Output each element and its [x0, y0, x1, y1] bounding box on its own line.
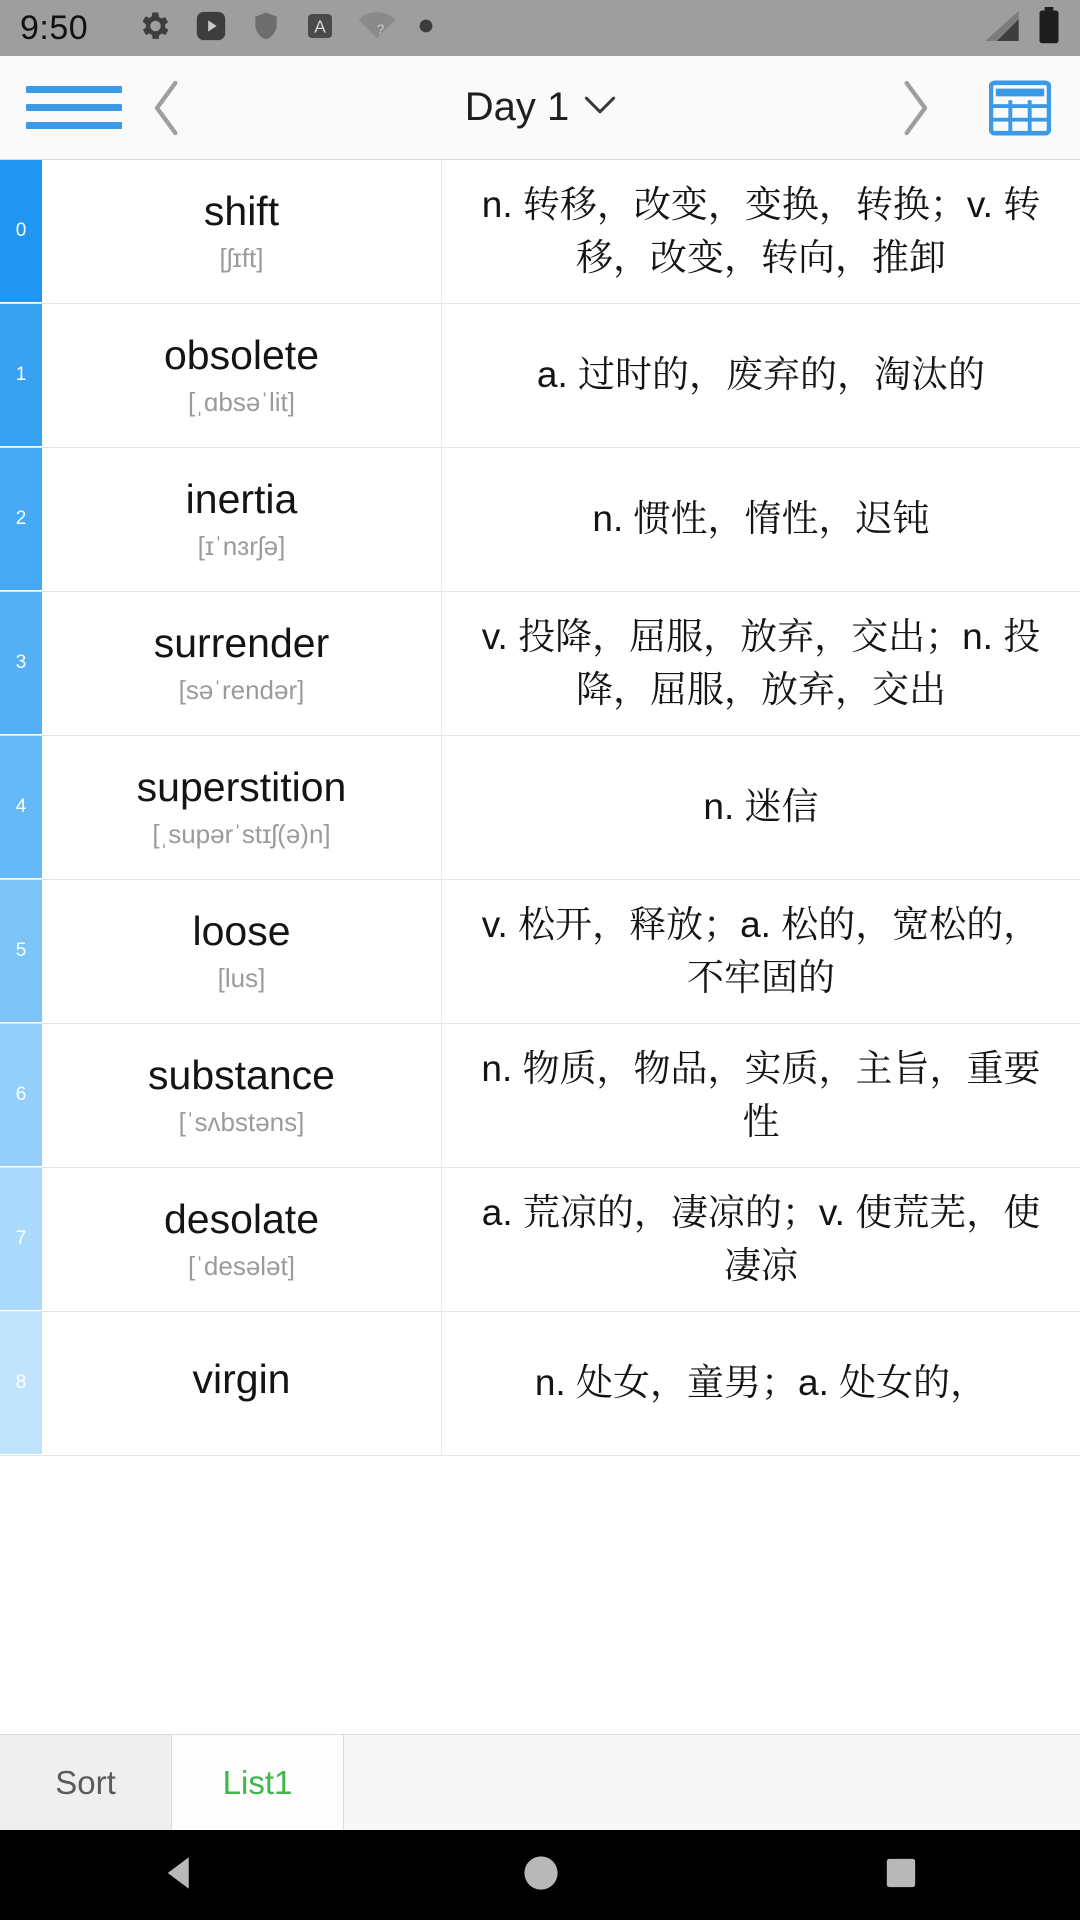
gear-icon	[136, 8, 172, 49]
phonetic-text: [ʃɪft]	[219, 242, 264, 273]
definition-cell[interactable]: n. 惯性，惰性，迟钝	[592, 498, 930, 540]
definition-cell[interactable]: n. 处女，童男；a. 处女的，	[534, 1362, 988, 1404]
phonetic-text: [lus]	[217, 962, 266, 993]
tab-list1[interactable]: List1	[172, 1735, 344, 1830]
table-row[interactable]	[0, 1024, 1080, 1168]
dot-icon	[418, 18, 434, 39]
word-cell[interactable]	[42, 1168, 442, 1311]
word-text: shift	[203, 188, 280, 235]
phonetic-text: [ˈsʌbstəns]	[178, 1106, 305, 1137]
row-index: 8	[0, 1312, 42, 1455]
definition-cell[interactable]: n. 物质，物品，实质，主旨，重要性	[481, 1047, 1041, 1142]
table-row[interactable]	[0, 880, 1080, 1024]
row-index: 3	[0, 592, 42, 735]
row-index: 2	[0, 448, 42, 591]
hamburger-icon[interactable]	[26, 86, 122, 129]
word-list[interactable]	[0, 160, 1080, 1920]
word-cell[interactable]	[42, 880, 442, 1023]
definition-cell[interactable]: v. 松开，释放；a. 松的，宽松的，不牢固的	[481, 903, 1041, 998]
bottom-tab-bar	[0, 1734, 1080, 1830]
word-cell[interactable]	[42, 1024, 442, 1167]
tab-bar-filler	[344, 1735, 1080, 1830]
phonetic-text: [ɪˈnɜrʃə]	[197, 530, 286, 561]
definition-cell[interactable]: n. 迷信	[703, 786, 819, 828]
word-text: inertia	[185, 476, 298, 523]
row-index: 1	[0, 304, 42, 447]
phonetic-text: [səˈrendər]	[178, 674, 305, 705]
signal-icon	[982, 9, 1022, 48]
definition-cell[interactable]: v. 投降，屈服，放弃，交出；n. 投降，屈服，放弃，交出	[481, 615, 1041, 710]
word-text: desolate	[163, 1196, 319, 1243]
word-text: surrender	[153, 620, 330, 667]
triangle-back-icon[interactable]	[159, 1852, 201, 1899]
tab-sort[interactable]: Sort	[0, 1735, 172, 1830]
row-index: 6	[0, 1024, 42, 1167]
word-text: substance	[148, 1052, 335, 1099]
play-circle-icon	[194, 9, 228, 48]
phonetic-text: [ˈdesələt]	[188, 1250, 295, 1281]
definition-cell[interactable]: n. 转移，改变，变换，转换；v. 转移，改变，转向，推卸	[481, 183, 1041, 278]
definition-cell[interactable]: a. 过时的，废弃的，淘汰的	[536, 354, 986, 396]
word-cell[interactable]	[42, 304, 442, 447]
status-bar	[0, 0, 1080, 56]
row-index: 7	[0, 1168, 42, 1311]
phonetic-text: [ˌsupərˈstɪʃ(ə)n]	[152, 818, 331, 849]
phonetic-text: [ˌɑbsəˈlit]	[188, 386, 295, 417]
row-index: 5	[0, 880, 42, 1023]
chevron-left-icon[interactable]	[122, 78, 212, 138]
circle-home-icon[interactable]	[520, 1852, 562, 1899]
table-row[interactable]	[0, 160, 1080, 304]
app-a-icon	[304, 10, 336, 47]
svg-text:?: ?	[377, 20, 385, 36]
chevron-down-icon[interactable]	[583, 94, 617, 121]
row-index: 0	[0, 160, 42, 303]
page-title: Day 1	[464, 85, 570, 129]
table-row[interactable]	[0, 1312, 1080, 1456]
android-nav-bar	[0, 1830, 1080, 1920]
day-selector[interactable]	[212, 85, 870, 130]
battery-icon	[1038, 7, 1060, 50]
word-cell[interactable]	[42, 736, 442, 879]
table-row[interactable]	[0, 448, 1080, 592]
chevron-right-icon[interactable]	[870, 78, 960, 138]
row-index: 4	[0, 736, 42, 879]
app-toolbar	[0, 56, 1080, 160]
word-cell[interactable]	[42, 448, 442, 591]
table-row[interactable]	[0, 736, 1080, 880]
word-text: obsolete	[163, 332, 319, 379]
shield-icon	[250, 9, 282, 48]
word-text: loose	[192, 908, 291, 955]
status-bar-left	[20, 8, 982, 49]
status-clock: 9:50	[20, 8, 89, 47]
table-row[interactable]	[0, 304, 1080, 448]
word-cell[interactable]	[42, 1312, 442, 1455]
definition-cell[interactable]: a. 荒凉的，凄凉的；v. 使荒芜，使凄凉	[481, 1191, 1041, 1286]
word-cell[interactable]	[42, 160, 442, 303]
table-row[interactable]	[0, 1168, 1080, 1312]
word-cell[interactable]	[42, 592, 442, 735]
square-recents-icon[interactable]	[881, 1853, 921, 1898]
status-bar-right	[982, 7, 1060, 50]
list-view-icon[interactable]	[960, 80, 1080, 136]
word-text: virgin	[192, 1355, 291, 1402]
table-row[interactable]	[0, 592, 1080, 736]
wifi-question-icon	[358, 10, 396, 47]
word-text: superstition	[136, 764, 347, 811]
svg-text:A: A	[314, 16, 326, 37]
